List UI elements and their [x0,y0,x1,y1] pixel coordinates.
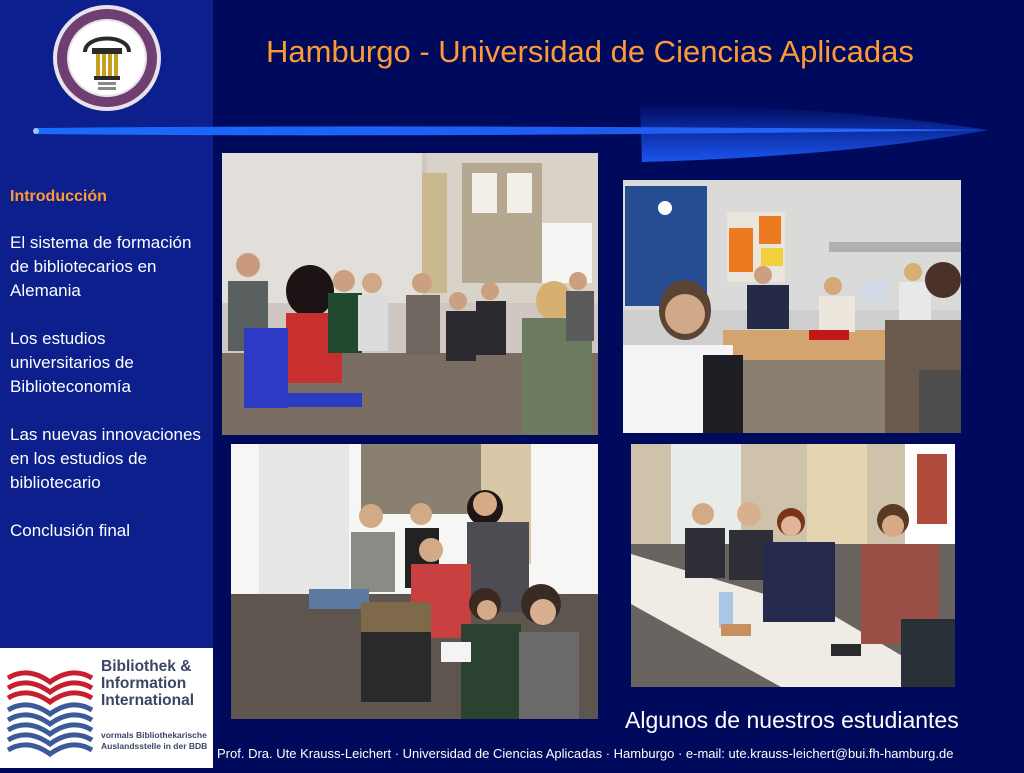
bii-logo-subtitle [101,730,213,752]
page-title: Hamburgo - Universidad de Ciencias Aplicadas [266,34,914,69]
sidebar-item-sistema-formacion[interactable]: El sistema de formación de bibliotecarios en Alemania [10,233,192,300]
student-photo-4 [631,444,955,687]
sidebar-nav [10,185,205,567]
bii-logo [0,648,213,768]
sidebar-item-conclusion[interactable]: Conclusión final [10,521,131,540]
sidebar-item-estudios-universitarios[interactable]: Los estudios universitarios de Biblioteconomía [10,329,134,396]
photo-caption: Algunos de nuestros estudiantes [625,707,959,733]
student-photo-2 [623,180,961,433]
bii-sub-2: Auslandsstelle in der BDB [101,741,208,751]
bii-line-2: Information [101,675,187,692]
student-photo-1 [222,153,598,435]
university-seal-icon [52,4,162,112]
bii-logo-icon [0,648,100,768]
bii-line-3: International [101,692,195,709]
student-photo-3 [231,444,598,719]
footer-credits: Prof. Dra. Ute Krauss-Leichert · Universidad de Ciencias Aplicadas · Hamburgo · e-mail: ute.krauss-leichert@bui.fh-hamburg.de [217,746,954,761]
sidebar-item-nuevas-innovaciones[interactable]: Las nuevas innovaciones en los estudios de bibliotecario [10,425,201,492]
sidebar-item-introduccion[interactable]: Introducción [10,188,107,205]
bii-logo-title [101,658,211,709]
bii-sub-1: vormals Bibliothekarische [101,730,207,740]
bii-line-1: Bibliothek & [101,658,192,675]
